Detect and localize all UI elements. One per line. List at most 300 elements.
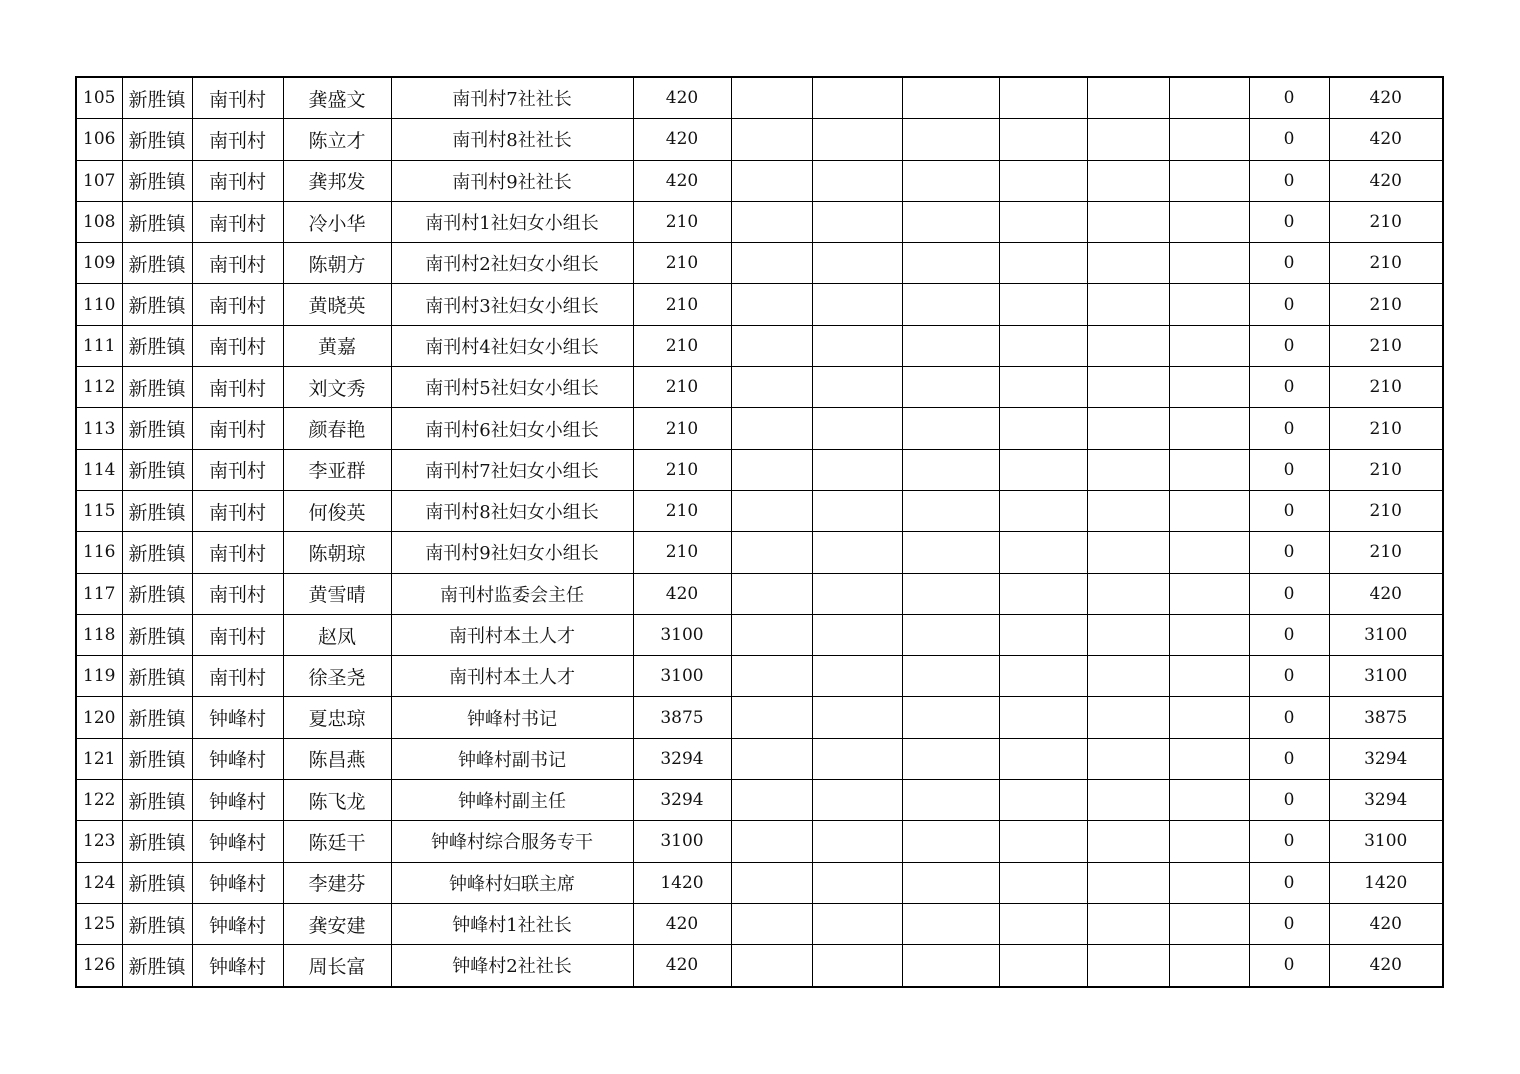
cell-empty bbox=[731, 532, 812, 573]
cell-position: 钟峰村副主任 bbox=[391, 780, 633, 821]
cell-amount: 420 bbox=[633, 945, 731, 987]
cell-empty bbox=[1169, 284, 1249, 325]
cell-empty bbox=[812, 119, 902, 160]
cell-person-name: 夏忠琼 bbox=[283, 697, 391, 738]
cell-empty bbox=[1087, 160, 1169, 201]
cell-deduction: 0 bbox=[1249, 656, 1329, 697]
cell-town: 新胜镇 bbox=[122, 367, 192, 408]
cell-deduction: 0 bbox=[1249, 614, 1329, 655]
cell-index: 109 bbox=[76, 243, 122, 284]
cell-amount: 210 bbox=[633, 408, 731, 449]
cell-index: 118 bbox=[76, 614, 122, 655]
table-body bbox=[76, 77, 1443, 987]
cell-amount: 210 bbox=[633, 367, 731, 408]
cell-empty bbox=[731, 284, 812, 325]
cell-empty bbox=[999, 77, 1087, 119]
cell-town: 新胜镇 bbox=[122, 903, 192, 944]
cell-village: 南刊村 bbox=[192, 77, 283, 119]
cell-position: 钟峰村书记 bbox=[391, 697, 633, 738]
cell-empty bbox=[1087, 77, 1169, 119]
cell-index: 126 bbox=[76, 945, 122, 987]
table-row bbox=[76, 160, 1443, 201]
cell-village: 钟峰村 bbox=[192, 780, 283, 821]
cell-empty bbox=[812, 449, 902, 490]
cell-amount: 420 bbox=[633, 903, 731, 944]
cell-empty bbox=[731, 656, 812, 697]
cell-empty bbox=[1087, 408, 1169, 449]
cell-empty bbox=[902, 573, 999, 614]
cell-empty bbox=[999, 656, 1087, 697]
cell-town: 新胜镇 bbox=[122, 945, 192, 987]
cell-person-name: 陈朝方 bbox=[283, 243, 391, 284]
cell-index: 125 bbox=[76, 903, 122, 944]
cell-position: 南刊村6社妇女小组长 bbox=[391, 408, 633, 449]
cell-empty bbox=[812, 532, 902, 573]
cell-town: 新胜镇 bbox=[122, 862, 192, 903]
cell-empty bbox=[999, 408, 1087, 449]
cell-empty bbox=[902, 656, 999, 697]
cell-amount: 210 bbox=[633, 490, 731, 531]
cell-town: 新胜镇 bbox=[122, 77, 192, 119]
cell-empty bbox=[1087, 243, 1169, 284]
cell-town: 新胜镇 bbox=[122, 738, 192, 779]
cell-empty bbox=[1169, 449, 1249, 490]
cell-empty bbox=[812, 573, 902, 614]
cell-amount: 3100 bbox=[633, 656, 731, 697]
cell-empty bbox=[731, 408, 812, 449]
cell-person-name: 黄晓英 bbox=[283, 284, 391, 325]
cell-deduction: 0 bbox=[1249, 738, 1329, 779]
cell-position: 钟峰村1社社长 bbox=[391, 903, 633, 944]
cell-empty bbox=[902, 367, 999, 408]
cell-person-name: 李亚群 bbox=[283, 449, 391, 490]
cell-empty bbox=[812, 201, 902, 242]
cell-empty bbox=[1169, 697, 1249, 738]
cell-amount: 3100 bbox=[633, 614, 731, 655]
cell-index: 107 bbox=[76, 160, 122, 201]
cell-deduction: 0 bbox=[1249, 160, 1329, 201]
cell-empty bbox=[731, 903, 812, 944]
cell-empty bbox=[731, 490, 812, 531]
cell-amount: 3875 bbox=[633, 697, 731, 738]
cell-empty bbox=[1087, 532, 1169, 573]
cell-position: 钟峰村副书记 bbox=[391, 738, 633, 779]
cell-empty bbox=[812, 243, 902, 284]
cell-village: 钟峰村 bbox=[192, 738, 283, 779]
cell-amount: 210 bbox=[633, 532, 731, 573]
cell-total: 210 bbox=[1329, 325, 1443, 366]
cell-person-name: 李建芬 bbox=[283, 862, 391, 903]
cell-town: 新胜镇 bbox=[122, 243, 192, 284]
cell-empty bbox=[1087, 367, 1169, 408]
cell-position: 南刊村7社社长 bbox=[391, 77, 633, 119]
cell-deduction: 0 bbox=[1249, 490, 1329, 531]
cell-empty bbox=[1169, 862, 1249, 903]
cell-person-name: 黄嘉 bbox=[283, 325, 391, 366]
cell-town: 新胜镇 bbox=[122, 532, 192, 573]
cell-index: 115 bbox=[76, 490, 122, 531]
cell-empty bbox=[902, 201, 999, 242]
cell-village: 南刊村 bbox=[192, 367, 283, 408]
cell-town: 新胜镇 bbox=[122, 697, 192, 738]
cell-village: 南刊村 bbox=[192, 449, 283, 490]
cell-position: 南刊村本土人才 bbox=[391, 614, 633, 655]
cell-empty bbox=[902, 325, 999, 366]
cell-empty bbox=[999, 945, 1087, 987]
cell-empty bbox=[731, 325, 812, 366]
cell-empty bbox=[902, 738, 999, 779]
payroll-table bbox=[75, 76, 1444, 988]
cell-village: 南刊村 bbox=[192, 656, 283, 697]
cell-empty bbox=[999, 573, 1087, 614]
cell-empty bbox=[999, 284, 1087, 325]
table-row bbox=[76, 903, 1443, 944]
cell-empty bbox=[812, 903, 902, 944]
cell-empty bbox=[999, 532, 1087, 573]
cell-empty bbox=[812, 325, 902, 366]
cell-total: 420 bbox=[1329, 945, 1443, 987]
cell-empty bbox=[1169, 532, 1249, 573]
cell-empty bbox=[731, 201, 812, 242]
cell-empty bbox=[812, 862, 902, 903]
cell-empty bbox=[1169, 903, 1249, 944]
cell-empty bbox=[1087, 201, 1169, 242]
cell-empty bbox=[1087, 903, 1169, 944]
cell-village: 南刊村 bbox=[192, 614, 283, 655]
cell-empty bbox=[812, 490, 902, 531]
table-row bbox=[76, 77, 1443, 119]
cell-index: 121 bbox=[76, 738, 122, 779]
cell-empty bbox=[1087, 697, 1169, 738]
cell-deduction: 0 bbox=[1249, 780, 1329, 821]
cell-village: 钟峰村 bbox=[192, 903, 283, 944]
cell-deduction: 0 bbox=[1249, 862, 1329, 903]
cell-village: 南刊村 bbox=[192, 119, 283, 160]
cell-deduction: 0 bbox=[1249, 697, 1329, 738]
cell-index: 114 bbox=[76, 449, 122, 490]
cell-index: 124 bbox=[76, 862, 122, 903]
cell-empty bbox=[731, 573, 812, 614]
cell-empty bbox=[902, 780, 999, 821]
cell-empty bbox=[902, 449, 999, 490]
cell-town: 新胜镇 bbox=[122, 119, 192, 160]
table-row bbox=[76, 449, 1443, 490]
cell-index: 112 bbox=[76, 367, 122, 408]
cell-total: 3875 bbox=[1329, 697, 1443, 738]
cell-town: 新胜镇 bbox=[122, 408, 192, 449]
cell-empty bbox=[731, 367, 812, 408]
cell-empty bbox=[902, 77, 999, 119]
cell-empty bbox=[812, 821, 902, 862]
cell-empty bbox=[731, 738, 812, 779]
cell-empty bbox=[902, 903, 999, 944]
cell-empty bbox=[1169, 945, 1249, 987]
cell-position: 钟峰村妇联主席 bbox=[391, 862, 633, 903]
cell-empty bbox=[999, 243, 1087, 284]
cell-person-name: 龚安建 bbox=[283, 903, 391, 944]
table-row bbox=[76, 284, 1443, 325]
cell-deduction: 0 bbox=[1249, 325, 1329, 366]
cell-position: 南刊村9社社长 bbox=[391, 160, 633, 201]
cell-empty bbox=[999, 201, 1087, 242]
cell-village: 钟峰村 bbox=[192, 697, 283, 738]
cell-person-name: 徐圣尧 bbox=[283, 656, 391, 697]
table-row bbox=[76, 945, 1443, 987]
cell-position: 南刊村监委会主任 bbox=[391, 573, 633, 614]
cell-town: 新胜镇 bbox=[122, 780, 192, 821]
cell-empty bbox=[1169, 738, 1249, 779]
cell-town: 新胜镇 bbox=[122, 201, 192, 242]
cell-deduction: 0 bbox=[1249, 449, 1329, 490]
cell-empty bbox=[999, 160, 1087, 201]
cell-position: 南刊村5社妇女小组长 bbox=[391, 367, 633, 408]
cell-empty bbox=[1169, 160, 1249, 201]
cell-person-name: 冷小华 bbox=[283, 201, 391, 242]
cell-position: 南刊村3社妇女小组长 bbox=[391, 284, 633, 325]
cell-person-name: 何俊英 bbox=[283, 490, 391, 531]
cell-position: 南刊村7社妇女小组长 bbox=[391, 449, 633, 490]
cell-total: 210 bbox=[1329, 284, 1443, 325]
cell-person-name: 龚盛文 bbox=[283, 77, 391, 119]
cell-empty bbox=[999, 449, 1087, 490]
cell-amount: 420 bbox=[633, 77, 731, 119]
cell-index: 122 bbox=[76, 780, 122, 821]
cell-total: 210 bbox=[1329, 243, 1443, 284]
cell-empty bbox=[731, 243, 812, 284]
cell-village: 钟峰村 bbox=[192, 945, 283, 987]
table-row bbox=[76, 573, 1443, 614]
cell-total: 210 bbox=[1329, 490, 1443, 531]
cell-empty bbox=[1087, 119, 1169, 160]
cell-amount: 420 bbox=[633, 119, 731, 160]
cell-person-name: 颜春艳 bbox=[283, 408, 391, 449]
cell-empty bbox=[812, 697, 902, 738]
cell-position: 钟峰村综合服务专干 bbox=[391, 821, 633, 862]
cell-village: 南刊村 bbox=[192, 325, 283, 366]
cell-index: 116 bbox=[76, 532, 122, 573]
cell-total: 420 bbox=[1329, 573, 1443, 614]
cell-empty bbox=[1169, 490, 1249, 531]
cell-town: 新胜镇 bbox=[122, 573, 192, 614]
cell-empty bbox=[812, 77, 902, 119]
cell-empty bbox=[1169, 821, 1249, 862]
cell-empty bbox=[1087, 738, 1169, 779]
cell-total: 210 bbox=[1329, 532, 1443, 573]
table-row bbox=[76, 862, 1443, 903]
cell-empty bbox=[812, 780, 902, 821]
cell-total: 1420 bbox=[1329, 862, 1443, 903]
cell-empty bbox=[812, 408, 902, 449]
cell-empty bbox=[902, 408, 999, 449]
cell-empty bbox=[1087, 325, 1169, 366]
cell-village: 南刊村 bbox=[192, 573, 283, 614]
cell-town: 新胜镇 bbox=[122, 284, 192, 325]
cell-empty bbox=[1087, 573, 1169, 614]
cell-town: 新胜镇 bbox=[122, 490, 192, 531]
cell-position: 南刊村2社妇女小组长 bbox=[391, 243, 633, 284]
cell-amount: 3100 bbox=[633, 821, 731, 862]
table-row bbox=[76, 780, 1443, 821]
cell-person-name: 陈朝琼 bbox=[283, 532, 391, 573]
cell-empty bbox=[1169, 780, 1249, 821]
cell-town: 新胜镇 bbox=[122, 160, 192, 201]
cell-empty bbox=[999, 490, 1087, 531]
cell-person-name: 刘文秀 bbox=[283, 367, 391, 408]
cell-village: 南刊村 bbox=[192, 408, 283, 449]
cell-person-name: 龚邦发 bbox=[283, 160, 391, 201]
cell-empty bbox=[999, 697, 1087, 738]
cell-deduction: 0 bbox=[1249, 367, 1329, 408]
cell-empty bbox=[902, 490, 999, 531]
cell-person-name: 周长富 bbox=[283, 945, 391, 987]
cell-empty bbox=[812, 656, 902, 697]
cell-position: 南刊村9社妇女小组长 bbox=[391, 532, 633, 573]
cell-empty bbox=[999, 780, 1087, 821]
cell-village: 南刊村 bbox=[192, 490, 283, 531]
cell-person-name: 陈立才 bbox=[283, 119, 391, 160]
cell-empty bbox=[999, 862, 1087, 903]
cell-empty bbox=[902, 532, 999, 573]
cell-empty bbox=[1087, 614, 1169, 655]
cell-empty bbox=[1169, 243, 1249, 284]
cell-total: 210 bbox=[1329, 201, 1443, 242]
cell-index: 110 bbox=[76, 284, 122, 325]
cell-index: 108 bbox=[76, 201, 122, 242]
cell-empty bbox=[1169, 656, 1249, 697]
cell-amount: 210 bbox=[633, 325, 731, 366]
cell-empty bbox=[999, 119, 1087, 160]
cell-empty bbox=[1169, 119, 1249, 160]
cell-index: 106 bbox=[76, 119, 122, 160]
cell-deduction: 0 bbox=[1249, 945, 1329, 987]
cell-deduction: 0 bbox=[1249, 284, 1329, 325]
cell-index: 111 bbox=[76, 325, 122, 366]
table-row bbox=[76, 697, 1443, 738]
cell-village: 钟峰村 bbox=[192, 862, 283, 903]
cell-position: 南刊村4社妇女小组长 bbox=[391, 325, 633, 366]
cell-village: 南刊村 bbox=[192, 532, 283, 573]
cell-empty bbox=[812, 160, 902, 201]
cell-town: 新胜镇 bbox=[122, 614, 192, 655]
cell-empty bbox=[731, 449, 812, 490]
cell-empty bbox=[1087, 656, 1169, 697]
cell-person-name: 陈廷干 bbox=[283, 821, 391, 862]
cell-empty bbox=[1087, 862, 1169, 903]
cell-total: 3294 bbox=[1329, 780, 1443, 821]
cell-empty bbox=[902, 119, 999, 160]
cell-empty bbox=[731, 697, 812, 738]
cell-person-name: 黄雪晴 bbox=[283, 573, 391, 614]
cell-total: 3100 bbox=[1329, 614, 1443, 655]
cell-total: 420 bbox=[1329, 77, 1443, 119]
cell-empty bbox=[812, 284, 902, 325]
cell-total: 210 bbox=[1329, 408, 1443, 449]
cell-empty bbox=[902, 160, 999, 201]
cell-village: 南刊村 bbox=[192, 201, 283, 242]
cell-empty bbox=[1087, 490, 1169, 531]
cell-total: 3100 bbox=[1329, 821, 1443, 862]
table-row bbox=[76, 408, 1443, 449]
cell-empty bbox=[902, 614, 999, 655]
cell-person-name: 赵凤 bbox=[283, 614, 391, 655]
cell-empty bbox=[812, 367, 902, 408]
cell-amount: 1420 bbox=[633, 862, 731, 903]
cell-empty bbox=[999, 821, 1087, 862]
table-row bbox=[76, 614, 1443, 655]
cell-empty bbox=[999, 738, 1087, 779]
cell-amount: 420 bbox=[633, 160, 731, 201]
cell-deduction: 0 bbox=[1249, 201, 1329, 242]
cell-village: 钟峰村 bbox=[192, 821, 283, 862]
cell-amount: 210 bbox=[633, 243, 731, 284]
cell-town: 新胜镇 bbox=[122, 821, 192, 862]
cell-total: 210 bbox=[1329, 449, 1443, 490]
cell-position: 南刊村8社社长 bbox=[391, 119, 633, 160]
cell-deduction: 0 bbox=[1249, 243, 1329, 284]
cell-index: 113 bbox=[76, 408, 122, 449]
cell-index: 117 bbox=[76, 573, 122, 614]
table-row bbox=[76, 821, 1443, 862]
cell-empty bbox=[902, 862, 999, 903]
cell-empty bbox=[1087, 449, 1169, 490]
cell-empty bbox=[731, 119, 812, 160]
table-row bbox=[76, 738, 1443, 779]
table-row bbox=[76, 532, 1443, 573]
cell-total: 3100 bbox=[1329, 656, 1443, 697]
cell-town: 新胜镇 bbox=[122, 656, 192, 697]
table-row bbox=[76, 201, 1443, 242]
cell-town: 新胜镇 bbox=[122, 449, 192, 490]
cell-total: 420 bbox=[1329, 160, 1443, 201]
cell-village: 南刊村 bbox=[192, 160, 283, 201]
cell-deduction: 0 bbox=[1249, 903, 1329, 944]
cell-empty bbox=[731, 160, 812, 201]
cell-deduction: 0 bbox=[1249, 77, 1329, 119]
cell-index: 123 bbox=[76, 821, 122, 862]
cell-empty bbox=[812, 614, 902, 655]
cell-empty bbox=[999, 325, 1087, 366]
table-row bbox=[76, 119, 1443, 160]
cell-empty bbox=[731, 780, 812, 821]
cell-total: 420 bbox=[1329, 903, 1443, 944]
cell-amount: 3294 bbox=[633, 780, 731, 821]
cell-empty bbox=[1169, 325, 1249, 366]
cell-empty bbox=[1169, 573, 1249, 614]
cell-empty bbox=[812, 738, 902, 779]
cell-index: 120 bbox=[76, 697, 122, 738]
cell-index: 105 bbox=[76, 77, 122, 119]
cell-amount: 210 bbox=[633, 201, 731, 242]
cell-empty bbox=[902, 697, 999, 738]
cell-empty bbox=[1169, 201, 1249, 242]
cell-position: 南刊村本土人才 bbox=[391, 656, 633, 697]
cell-position: 钟峰村2社社长 bbox=[391, 945, 633, 987]
cell-empty bbox=[1087, 780, 1169, 821]
cell-deduction: 0 bbox=[1249, 821, 1329, 862]
cell-empty bbox=[902, 243, 999, 284]
cell-amount: 210 bbox=[633, 284, 731, 325]
cell-index: 119 bbox=[76, 656, 122, 697]
cell-position: 南刊村8社妇女小组长 bbox=[391, 490, 633, 531]
cell-empty bbox=[999, 903, 1087, 944]
table-row bbox=[76, 490, 1443, 531]
cell-position: 南刊村1社妇女小组长 bbox=[391, 201, 633, 242]
cell-empty bbox=[1087, 945, 1169, 987]
cell-empty bbox=[902, 821, 999, 862]
cell-empty bbox=[812, 945, 902, 987]
cell-empty bbox=[999, 614, 1087, 655]
cell-person-name: 陈昌燕 bbox=[283, 738, 391, 779]
